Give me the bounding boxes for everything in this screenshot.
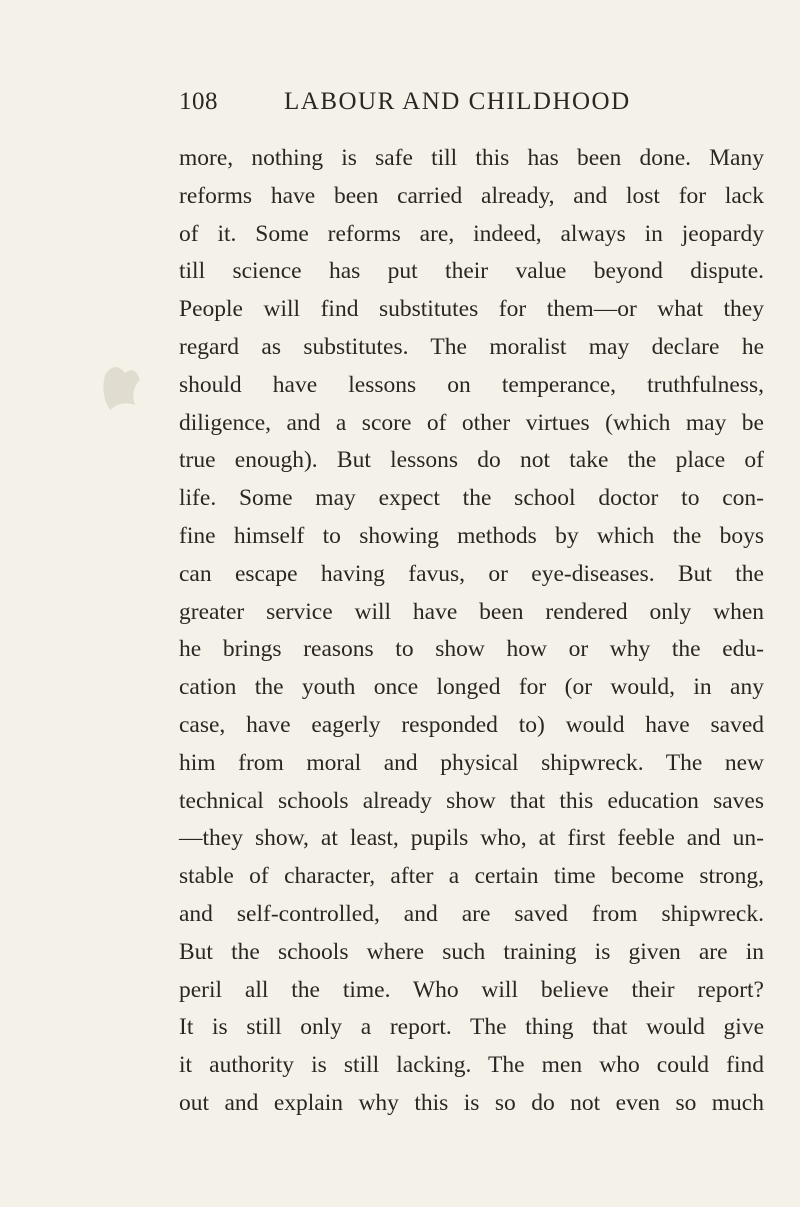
text-line: diligence, and a score of other virtues (which may be — [179, 409, 764, 436]
text-line: it authority is still lacking. The men who could find — [179, 1052, 764, 1079]
body-text — [179, 140, 764, 1123]
text-line: fine himself to showing methods by which the boys — [179, 522, 764, 549]
text-line: reforms have been carried already, and lost for lack — [179, 182, 764, 209]
page-number: 108 — [179, 88, 218, 115]
running-head — [179, 88, 764, 128]
text-line: It is still only a report. The thing that would give — [179, 1014, 764, 1041]
paper-stain-mark — [95, 355, 145, 415]
text-line: should have lessons on temperance, truthfulness, — [179, 371, 764, 398]
text-line: and self-controlled, and are saved from shipwreck. — [179, 900, 764, 927]
text-line: But the schools where such training is given are in — [179, 938, 764, 965]
text-line: can escape having favus, or eye-diseases. But the — [179, 560, 764, 587]
text-line: peril all the time. Who will believe their report? — [179, 976, 764, 1003]
text-line: of it. Some reforms are, indeed, always in jeopardy — [179, 220, 764, 247]
text-line: out and explain why this is so do not even so much — [179, 1089, 764, 1116]
text-line: cation the youth once longed for (or would, in any — [179, 674, 764, 701]
text-line: —they show, at least, pupils who, at first feeble and un- — [179, 825, 764, 852]
text-line: case, have eagerly responded to) would have saved — [179, 711, 764, 738]
text-line: stable of character, after a certain time become strong, — [179, 863, 764, 890]
text-line: regard as substitutes. The moralist may declare he — [179, 333, 764, 360]
text-line: technical schools already show that this education saves — [179, 787, 764, 814]
text-line: life. Some may expect the school doctor to con- — [179, 485, 764, 512]
text-line: till science has put their value beyond dispute. — [179, 258, 764, 285]
text-line: true enough). But lessons do not take the place of — [179, 447, 764, 474]
text-line: him from moral and physical shipwreck. The new — [179, 749, 764, 776]
running-title: LABOUR AND CHILDHOOD — [284, 88, 631, 115]
text-line: greater service will have been rendered only when — [179, 598, 764, 625]
text-line: he brings reasons to show how or why the edu- — [179, 636, 764, 663]
text-line: People will find substitutes for them—or what they — [179, 296, 764, 323]
text-line: more, nothing is safe till this has been done. Many — [179, 145, 764, 171]
